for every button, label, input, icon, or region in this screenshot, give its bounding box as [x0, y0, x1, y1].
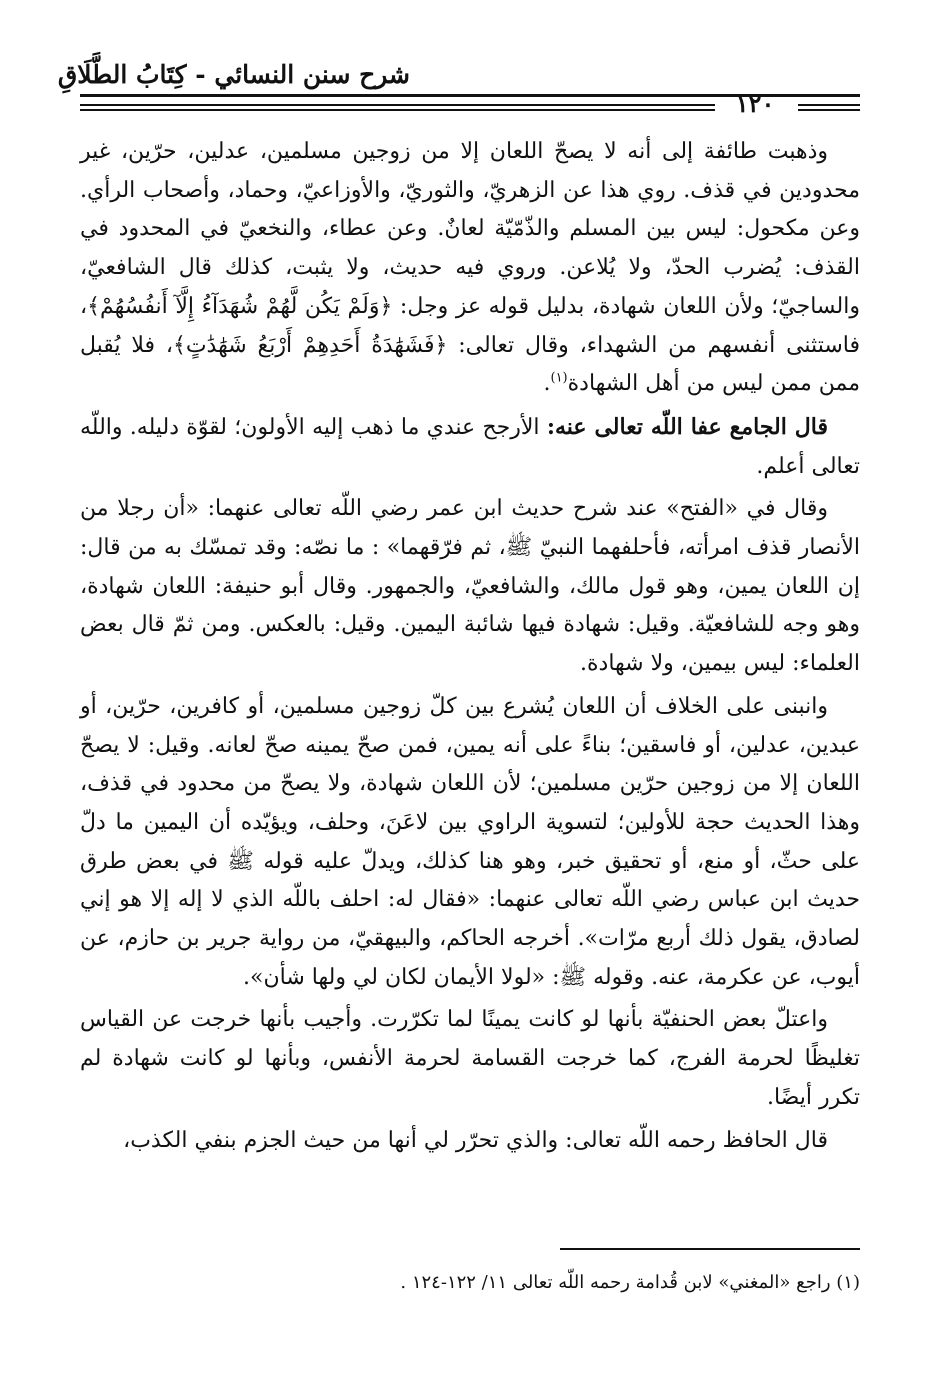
footnote-separator — [560, 1248, 860, 1250]
paragraph-text: واعتلّ بعض الحنفيّة بأنها لو كانت يمينًا لما تكرّرت. وأجيب بأنها خرجت عن القياس تغليظًا لحرمة الفرج، كما خرجت القسامة لحرمة الأنفس، وبأنها لو كانت شهادة لم تكرر أيضًا. — [80, 1007, 860, 1110]
paragraph-text: وقال في «الفتح» عند شرح حديث ابن عمر رضي اللّه تعالى عنهما: «أن رجلا من الأنصار قذف امرأته، فأحلفهما النبيّ ﷺ، ثم فرّقهما» : ما نصّه: وقد تمسّك به من قال: إن اللعان يمين، وهو قول مالك، والشافعيّ، والجمهور. وقال أبو حنيفة: اللعان شهادة، وهو وجه للشافعيّة. وقيل: شهادة فيها شائبة اليمين. وقيل: بالعكس. ومن ثمّ قال بعض العلماء: ليس بيمين، ولا شهادة. — [80, 496, 860, 677]
running-header-title: شرح سنن النسائي - كِتَابُ الطَّلَاقِ — [57, 60, 410, 89]
paragraph-tail: . — [543, 371, 551, 397]
paragraph — [80, 1122, 860, 1161]
header-rule-double-top — [80, 104, 715, 106]
paragraph — [80, 490, 860, 684]
paragraph — [80, 688, 860, 998]
paragraph-text: الأرجح عندي ما ذهب إليه الأولون؛ لقوّة دليله. واللّه تعالى أعلم. — [80, 414, 860, 479]
page-number-rule-bottom — [798, 109, 860, 111]
paragraph-text: وانبنى على الخلاف أن اللعان يُشرع بين كلّ زوجين مسلمين، أو كافرين، حرّين، أو عبدين، عدلين، أو فاسقين؛ بناءً على أنه يمين، فمن صحّ يمينه صحّ لعانه. وقيل: لا يصحّ اللعان إلا من زوجين حرّين مسلمين؛ لأن اللعان شهادة، ولا يصحّ من محدود في قذف، وهذا الحديث حجة للأولين؛ لتسوية الراوي بين لاعَنَ، وحلف، ويؤيّده أن اليمين ما دلّ على حثّ، أو منع، أو تحقيق خبر، وهو هنا كذلك، ويدلّ عليه قوله ﷺ في بعض طرق حديث ابن عباس رضي اللّه تعالى عنهما: «فقال له: احلف باللّه الذي لا إله إلا هو إني لصادق، يقول ذلك أربع مرّات». أخرجه الحاكم، والبيهقيّ، من رواية جرير بن حازم، عن أيوب، عن عكرمة، عنه. وقوله ﷺ: «لولا الأيمان لكان لي ولها شأن». — [80, 693, 860, 990]
page-number: ١٢٠ — [735, 89, 775, 118]
paragraph-lead: قال الجامع عفا اللّه تعالى عنه: — [546, 413, 828, 440]
paragraph-text: قال الحافظ رحمه اللّه تعالى: والذي تحرّر لي أنها من حيث الجزم بنفي الكذب، — [123, 1127, 828, 1153]
paragraph — [80, 133, 860, 404]
page-number-rule-top — [798, 104, 860, 106]
paragraph — [80, 408, 860, 486]
footnote: (١) راجع «المغني» لابن قُدامة رحمه اللّه تعالى ١١/ ١٢٢-١٢٤ . — [400, 1272, 860, 1293]
header-rule-double-bottom — [80, 109, 715, 111]
paragraph — [80, 1001, 860, 1117]
main-text — [80, 133, 860, 1160]
paragraph-text: وذهبت طائفة إلى أنه لا يصحّ اللعان إلا من زوجين مسلمين، عدلين، حرّين، غير محدودين في قذف. روي هذا عن الزهريّ، والثوريّ، والأوزاعيّ، وحماد، وأصحاب الرأي. وعن مكحول: ليس بين المسلم والذّمّيّة لعانٌ. وعن عطاء، والنخعيّ في المحدود في القذف: يُضرب الحدّ، ولا يُلاعن. وروي فيه حديث، ولا يثبت، كذلك قال الشافعيّ، والساجيّ؛ ولأن اللعان شهادة، بدليل قوله عز وجل: ﴿وَلَمْ يَكُن لَّهُمْ شُهَدَآءُ إِلَّآ أَنفُسُهُمْ﴾، فاستثنى أنفسهم من الشهداء، وقال تعالى: ﴿فَشَهَٰدَةُ أَحَدِهِمْ أَرْبَعُ شَهَٰدَٰتٍ﴾، فلا يُقبل ممن ممن ليس من أهل الشهادة — [80, 139, 860, 397]
footnote-reference: (١) — [550, 370, 568, 386]
